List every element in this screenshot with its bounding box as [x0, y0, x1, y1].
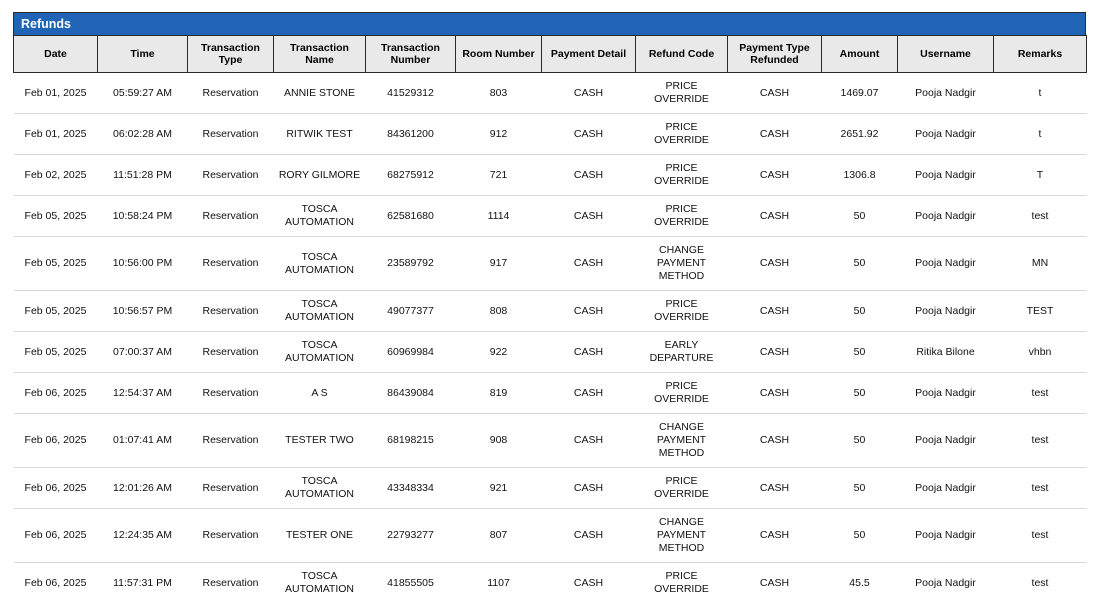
- cell-amount: 1306.8: [822, 155, 898, 196]
- cell-transaction-name: TOSCA AUTOMATION: [274, 563, 366, 603]
- cell-payment-type-refunded: CASH: [728, 373, 822, 414]
- column-header-transaction-type[interactable]: Transaction Type: [188, 36, 274, 73]
- cell-transaction-type: Reservation: [188, 468, 274, 509]
- cell-room-number: 721: [456, 155, 542, 196]
- cell-payment-type-refunded: CASH: [728, 237, 822, 291]
- refunds-report: [13, 12, 1086, 603]
- cell-payment-detail: CASH: [542, 563, 636, 603]
- cell-time: 06:02:28 AM: [98, 114, 188, 155]
- cell-transaction-name: TOSCA AUTOMATION: [274, 332, 366, 373]
- cell-payment-detail: CASH: [542, 73, 636, 114]
- cell-transaction-number: 43348334: [366, 468, 456, 509]
- cell-room-number: 908: [456, 414, 542, 468]
- cell-date: Feb 01, 2025: [14, 73, 98, 114]
- table-row: [14, 563, 1087, 603]
- cell-transaction-name: TOSCA AUTOMATION: [274, 196, 366, 237]
- cell-time: 07:00:37 AM: [98, 332, 188, 373]
- cell-transaction-name: ANNIE STONE: [274, 73, 366, 114]
- table-body: [14, 73, 1087, 603]
- cell-time: 01:07:41 AM: [98, 414, 188, 468]
- cell-refund-code: PRICE OVERRIDE: [636, 563, 728, 603]
- cell-transaction-number: 22793277: [366, 509, 456, 563]
- cell-username: Pooja Nadgir: [898, 73, 994, 114]
- cell-amount: 50: [822, 373, 898, 414]
- cell-transaction-number: 41855505: [366, 563, 456, 603]
- cell-transaction-number: 41529312: [366, 73, 456, 114]
- cell-username: Pooja Nadgir: [898, 563, 994, 603]
- table-header-row: [14, 36, 1087, 73]
- cell-transaction-type: Reservation: [188, 414, 274, 468]
- cell-refund-code: PRICE OVERRIDE: [636, 73, 728, 114]
- cell-payment-type-refunded: CASH: [728, 332, 822, 373]
- cell-amount: 50: [822, 332, 898, 373]
- cell-transaction-number: 60969984: [366, 332, 456, 373]
- cell-transaction-name: TESTER ONE: [274, 509, 366, 563]
- cell-room-number: 803: [456, 73, 542, 114]
- column-header-refund-code[interactable]: Refund Code: [636, 36, 728, 73]
- cell-transaction-type: Reservation: [188, 373, 274, 414]
- cell-remarks: test: [994, 509, 1087, 563]
- cell-transaction-number: 62581680: [366, 196, 456, 237]
- cell-time: 10:58:24 PM: [98, 196, 188, 237]
- table-row: [14, 155, 1087, 196]
- cell-transaction-number: 49077377: [366, 291, 456, 332]
- cell-payment-detail: CASH: [542, 291, 636, 332]
- cell-payment-type-refunded: CASH: [728, 291, 822, 332]
- cell-username: Pooja Nadgir: [898, 468, 994, 509]
- cell-transaction-number: 68198215: [366, 414, 456, 468]
- column-header-payment-type-refunded[interactable]: Payment Type Refunded: [728, 36, 822, 73]
- cell-remarks: TEST: [994, 291, 1087, 332]
- column-header-transaction-number[interactable]: Transaction Number: [366, 36, 456, 73]
- cell-amount: 50: [822, 237, 898, 291]
- cell-remarks: vhbn: [994, 332, 1087, 373]
- cell-transaction-name: A S: [274, 373, 366, 414]
- cell-date: Feb 02, 2025: [14, 155, 98, 196]
- cell-transaction-name: RORY GILMORE: [274, 155, 366, 196]
- cell-remarks: T: [994, 155, 1087, 196]
- cell-time: 12:24:35 AM: [98, 509, 188, 563]
- cell-refund-code: EARLY DEPARTURE: [636, 332, 728, 373]
- cell-amount: 50: [822, 468, 898, 509]
- cell-room-number: 922: [456, 332, 542, 373]
- cell-username: Pooja Nadgir: [898, 291, 994, 332]
- cell-payment-type-refunded: CASH: [728, 196, 822, 237]
- refunds-table: [13, 35, 1087, 603]
- cell-time: 12:01:26 AM: [98, 468, 188, 509]
- column-header-remarks[interactable]: Remarks: [994, 36, 1087, 73]
- cell-amount: 50: [822, 509, 898, 563]
- table-header: [14, 36, 1087, 73]
- cell-refund-code: PRICE OVERRIDE: [636, 291, 728, 332]
- cell-payment-detail: CASH: [542, 196, 636, 237]
- cell-remarks: test: [994, 373, 1087, 414]
- cell-transaction-number: 86439084: [366, 373, 456, 414]
- table-row: [14, 468, 1087, 509]
- cell-refund-code: PRICE OVERRIDE: [636, 373, 728, 414]
- report-title: Refunds: [13, 12, 1086, 35]
- table-row: [14, 73, 1087, 114]
- cell-username: Pooja Nadgir: [898, 509, 994, 563]
- cell-transaction-type: Reservation: [188, 291, 274, 332]
- cell-payment-detail: CASH: [542, 237, 636, 291]
- cell-transaction-name: TESTER TWO: [274, 414, 366, 468]
- cell-payment-detail: CASH: [542, 114, 636, 155]
- cell-amount: 50: [822, 291, 898, 332]
- cell-refund-code: CHANGE PAYMENT METHOD: [636, 237, 728, 291]
- cell-transaction-name: TOSCA AUTOMATION: [274, 468, 366, 509]
- column-header-amount[interactable]: Amount: [822, 36, 898, 73]
- cell-remarks: t: [994, 114, 1087, 155]
- cell-time: 11:57:31 PM: [98, 563, 188, 603]
- cell-date: Feb 05, 2025: [14, 291, 98, 332]
- cell-amount: 45.5: [822, 563, 898, 603]
- cell-username: Pooja Nadgir: [898, 237, 994, 291]
- cell-amount: 50: [822, 414, 898, 468]
- cell-refund-code: CHANGE PAYMENT METHOD: [636, 509, 728, 563]
- cell-remarks: test: [994, 414, 1087, 468]
- cell-refund-code: CHANGE PAYMENT METHOD: [636, 414, 728, 468]
- cell-payment-type-refunded: CASH: [728, 563, 822, 603]
- cell-amount: 1469.07: [822, 73, 898, 114]
- cell-username: Pooja Nadgir: [898, 373, 994, 414]
- cell-date: Feb 01, 2025: [14, 114, 98, 155]
- cell-username: Pooja Nadgir: [898, 414, 994, 468]
- column-header-time[interactable]: Time: [98, 36, 188, 73]
- cell-transaction-type: Reservation: [188, 196, 274, 237]
- cell-payment-type-refunded: CASH: [728, 509, 822, 563]
- cell-payment-detail: CASH: [542, 509, 636, 563]
- cell-room-number: 807: [456, 509, 542, 563]
- cell-payment-type-refunded: CASH: [728, 468, 822, 509]
- cell-transaction-name: TOSCA AUTOMATION: [274, 291, 366, 332]
- cell-refund-code: PRICE OVERRIDE: [636, 468, 728, 509]
- cell-refund-code: PRICE OVERRIDE: [636, 114, 728, 155]
- table-row: [14, 373, 1087, 414]
- cell-payment-type-refunded: CASH: [728, 155, 822, 196]
- cell-time: 10:56:00 PM: [98, 237, 188, 291]
- cell-room-number: 921: [456, 468, 542, 509]
- cell-room-number: 912: [456, 114, 542, 155]
- cell-transaction-type: Reservation: [188, 73, 274, 114]
- column-header-username[interactable]: Username: [898, 36, 994, 73]
- cell-transaction-type: Reservation: [188, 155, 274, 196]
- cell-transaction-number: 23589792: [366, 237, 456, 291]
- cell-payment-type-refunded: CASH: [728, 73, 822, 114]
- cell-time: 10:56:57 PM: [98, 291, 188, 332]
- cell-transaction-type: Reservation: [188, 114, 274, 155]
- cell-transaction-name: RITWIK TEST: [274, 114, 366, 155]
- cell-date: Feb 05, 2025: [14, 332, 98, 373]
- cell-refund-code: PRICE OVERRIDE: [636, 196, 728, 237]
- table-row: [14, 414, 1087, 468]
- cell-payment-type-refunded: CASH: [728, 114, 822, 155]
- cell-username: Pooja Nadgir: [898, 196, 994, 237]
- cell-username: Pooja Nadgir: [898, 155, 994, 196]
- cell-room-number: 1114: [456, 196, 542, 237]
- cell-transaction-number: 84361200: [366, 114, 456, 155]
- table-row: [14, 291, 1087, 332]
- cell-remarks: test: [994, 563, 1087, 603]
- cell-payment-detail: CASH: [542, 155, 636, 196]
- column-header-payment-detail[interactable]: Payment Detail: [542, 36, 636, 73]
- table-row: [14, 196, 1087, 237]
- cell-room-number: 917: [456, 237, 542, 291]
- table-row: [14, 332, 1087, 373]
- cell-date: Feb 05, 2025: [14, 237, 98, 291]
- cell-transaction-number: 68275912: [366, 155, 456, 196]
- cell-transaction-type: Reservation: [188, 509, 274, 563]
- cell-room-number: 819: [456, 373, 542, 414]
- cell-payment-detail: CASH: [542, 373, 636, 414]
- cell-refund-code: PRICE OVERRIDE: [636, 155, 728, 196]
- cell-date: Feb 06, 2025: [14, 563, 98, 603]
- cell-remarks: t: [994, 73, 1087, 114]
- cell-remarks: test: [994, 468, 1087, 509]
- cell-room-number: 1107: [456, 563, 542, 603]
- cell-transaction-name: TOSCA AUTOMATION: [274, 237, 366, 291]
- cell-remarks: MN: [994, 237, 1087, 291]
- cell-date: Feb 06, 2025: [14, 414, 98, 468]
- cell-payment-detail: CASH: [542, 332, 636, 373]
- cell-payment-detail: CASH: [542, 468, 636, 509]
- cell-time: 11:51:28 PM: [98, 155, 188, 196]
- cell-transaction-type: Reservation: [188, 563, 274, 603]
- cell-time: 12:54:37 AM: [98, 373, 188, 414]
- cell-date: Feb 06, 2025: [14, 373, 98, 414]
- cell-amount: 50: [822, 196, 898, 237]
- cell-username: Pooja Nadgir: [898, 114, 994, 155]
- column-header-room-number[interactable]: Room Number: [456, 36, 542, 73]
- cell-username: Ritika Bilone: [898, 332, 994, 373]
- cell-time: 05:59:27 AM: [98, 73, 188, 114]
- cell-remarks: test: [994, 196, 1087, 237]
- cell-date: Feb 06, 2025: [14, 509, 98, 563]
- column-header-transaction-name[interactable]: Transaction Name: [274, 36, 366, 73]
- table-row: [14, 237, 1087, 291]
- cell-transaction-type: Reservation: [188, 332, 274, 373]
- table-row: [14, 114, 1087, 155]
- cell-date: Feb 05, 2025: [14, 196, 98, 237]
- cell-room-number: 808: [456, 291, 542, 332]
- cell-date: Feb 06, 2025: [14, 468, 98, 509]
- cell-transaction-type: Reservation: [188, 237, 274, 291]
- cell-payment-type-refunded: CASH: [728, 414, 822, 468]
- cell-amount: 2651.92: [822, 114, 898, 155]
- column-header-date[interactable]: Date: [14, 36, 98, 73]
- cell-payment-detail: CASH: [542, 414, 636, 468]
